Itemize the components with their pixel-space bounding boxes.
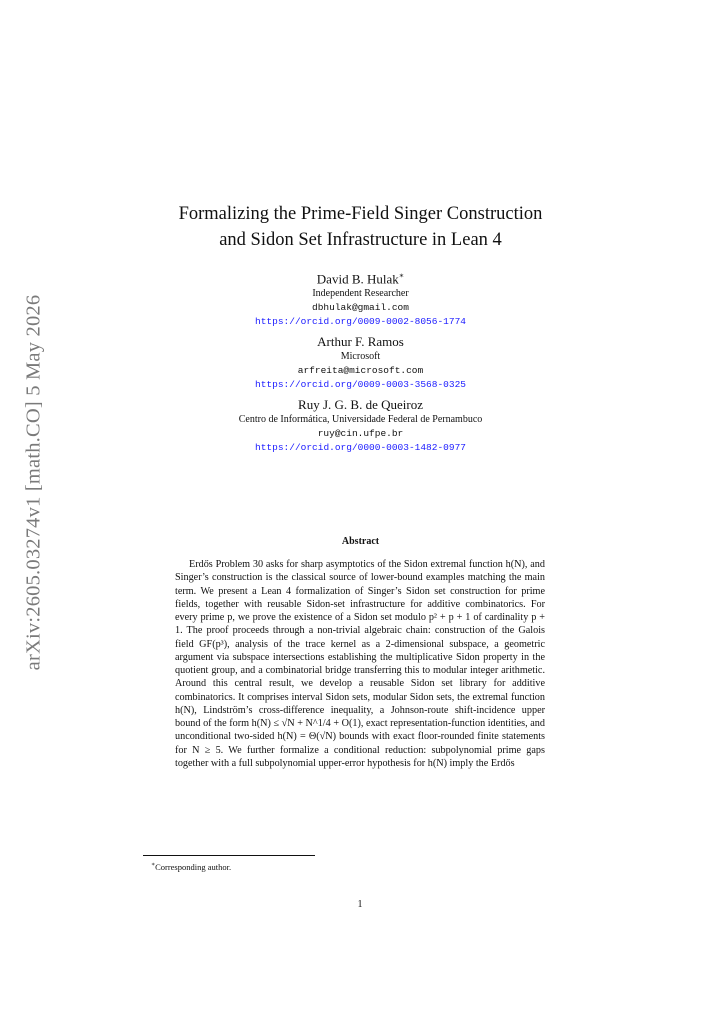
abstract-heading: Abstract (341, 536, 380, 547)
page-number: 1 (357, 899, 363, 910)
author-name: David B. Hulak∗ (316, 271, 405, 287)
author-block-2 (120, 333, 601, 392)
paper-title-line-2: and Sidon Set Infrastructure in Lean 4 (219, 230, 502, 250)
author-orcid-link[interactable]: https://orcid.org/0009-0003-3568-0325 (255, 379, 466, 391)
footnote-marker: ∗ (151, 862, 156, 868)
footnote-text: Corresponding author. (155, 861, 232, 872)
author-email[interactable]: arfreita@microsoft.com (297, 365, 424, 377)
author-affiliation: Centro de Informática, Universidade Federal de Pernambuco (238, 414, 483, 426)
author-affiliation: Microsoft (340, 351, 381, 363)
author-affiliation: Independent Researcher (312, 288, 409, 300)
corresponding-author-marker: ∗ (398, 271, 405, 280)
author-block-3 (120, 396, 601, 455)
author-orcid-link[interactable]: https://orcid.org/0009-0002-8056-1774 (255, 316, 466, 328)
abstract-text: Erdős Problem 30 asks for sharp asymptotics of the Sidon extremal function h(N), and Singer’s construction is the classical source of lower-bound examples matching the main term. We present a Lean 4 formalization of Singer’s Sidon set construction for prime fields, together with reusable Sidon-set infrastructure for additive combinatorics. For every prime p, we prove the existence of a Sidon set modulo p² + p + 1 of cardinality p + 1. The proof proceeds through a non-trivial algebraic chain: construction of the Galois field GF(p³), analysis of the trace kernel as a 2-dimensional subspace, a geometric argument via subspace intersections establishing the multiplicative Sidon property in the quotient group, and a combinatorial bridge transferring this to modular integer arithmetic. Around this central result, we develop a reusable Sidon set library for additive combinatorics. It comprises interval Sidon sets, modular Sidon sets, the extremal function h(N), Lindström’s cross-difference inequality, a Johnson-route shift-incidence upper bound of the form h(N) ≤ √N + N^1/4 + O(1), exact representation-function identities, and unconditional two-sided h(N) = Θ(√N) bounds with exact floor-rounded finite statements for N ≥ 5. We further formalize a conditional reduction: subpolynomial prime gaps together with a full subpolynomial upper-error hypothesis for h(N) imply the Erdős (175, 559, 545, 769)
author-email[interactable]: dbhulak@gmail.com (312, 302, 409, 314)
arxiv-identifier-text: arXiv:2605.03274v1 [math.CO] 5 May 2026 (22, 294, 45, 671)
paper-title (120, 201, 601, 253)
author-orcid-link[interactable]: https://orcid.org/0000-0003-1482-0977 (255, 442, 466, 454)
paper-title-line-1: Formalizing the Prime-Field Singer Construction (178, 204, 543, 224)
author-name: Ruy J. G. B. de Queiroz (298, 397, 423, 413)
footnote-divider (143, 855, 315, 856)
author-list (120, 267, 601, 459)
arxiv-identifier-stamp (14, 285, 54, 680)
author-email[interactable]: ruy@cin.ufpe.br (317, 428, 404, 440)
author-name: Arthur F. Ramos (317, 334, 404, 350)
author-block-1 (120, 267, 601, 329)
footnote (151, 860, 231, 873)
